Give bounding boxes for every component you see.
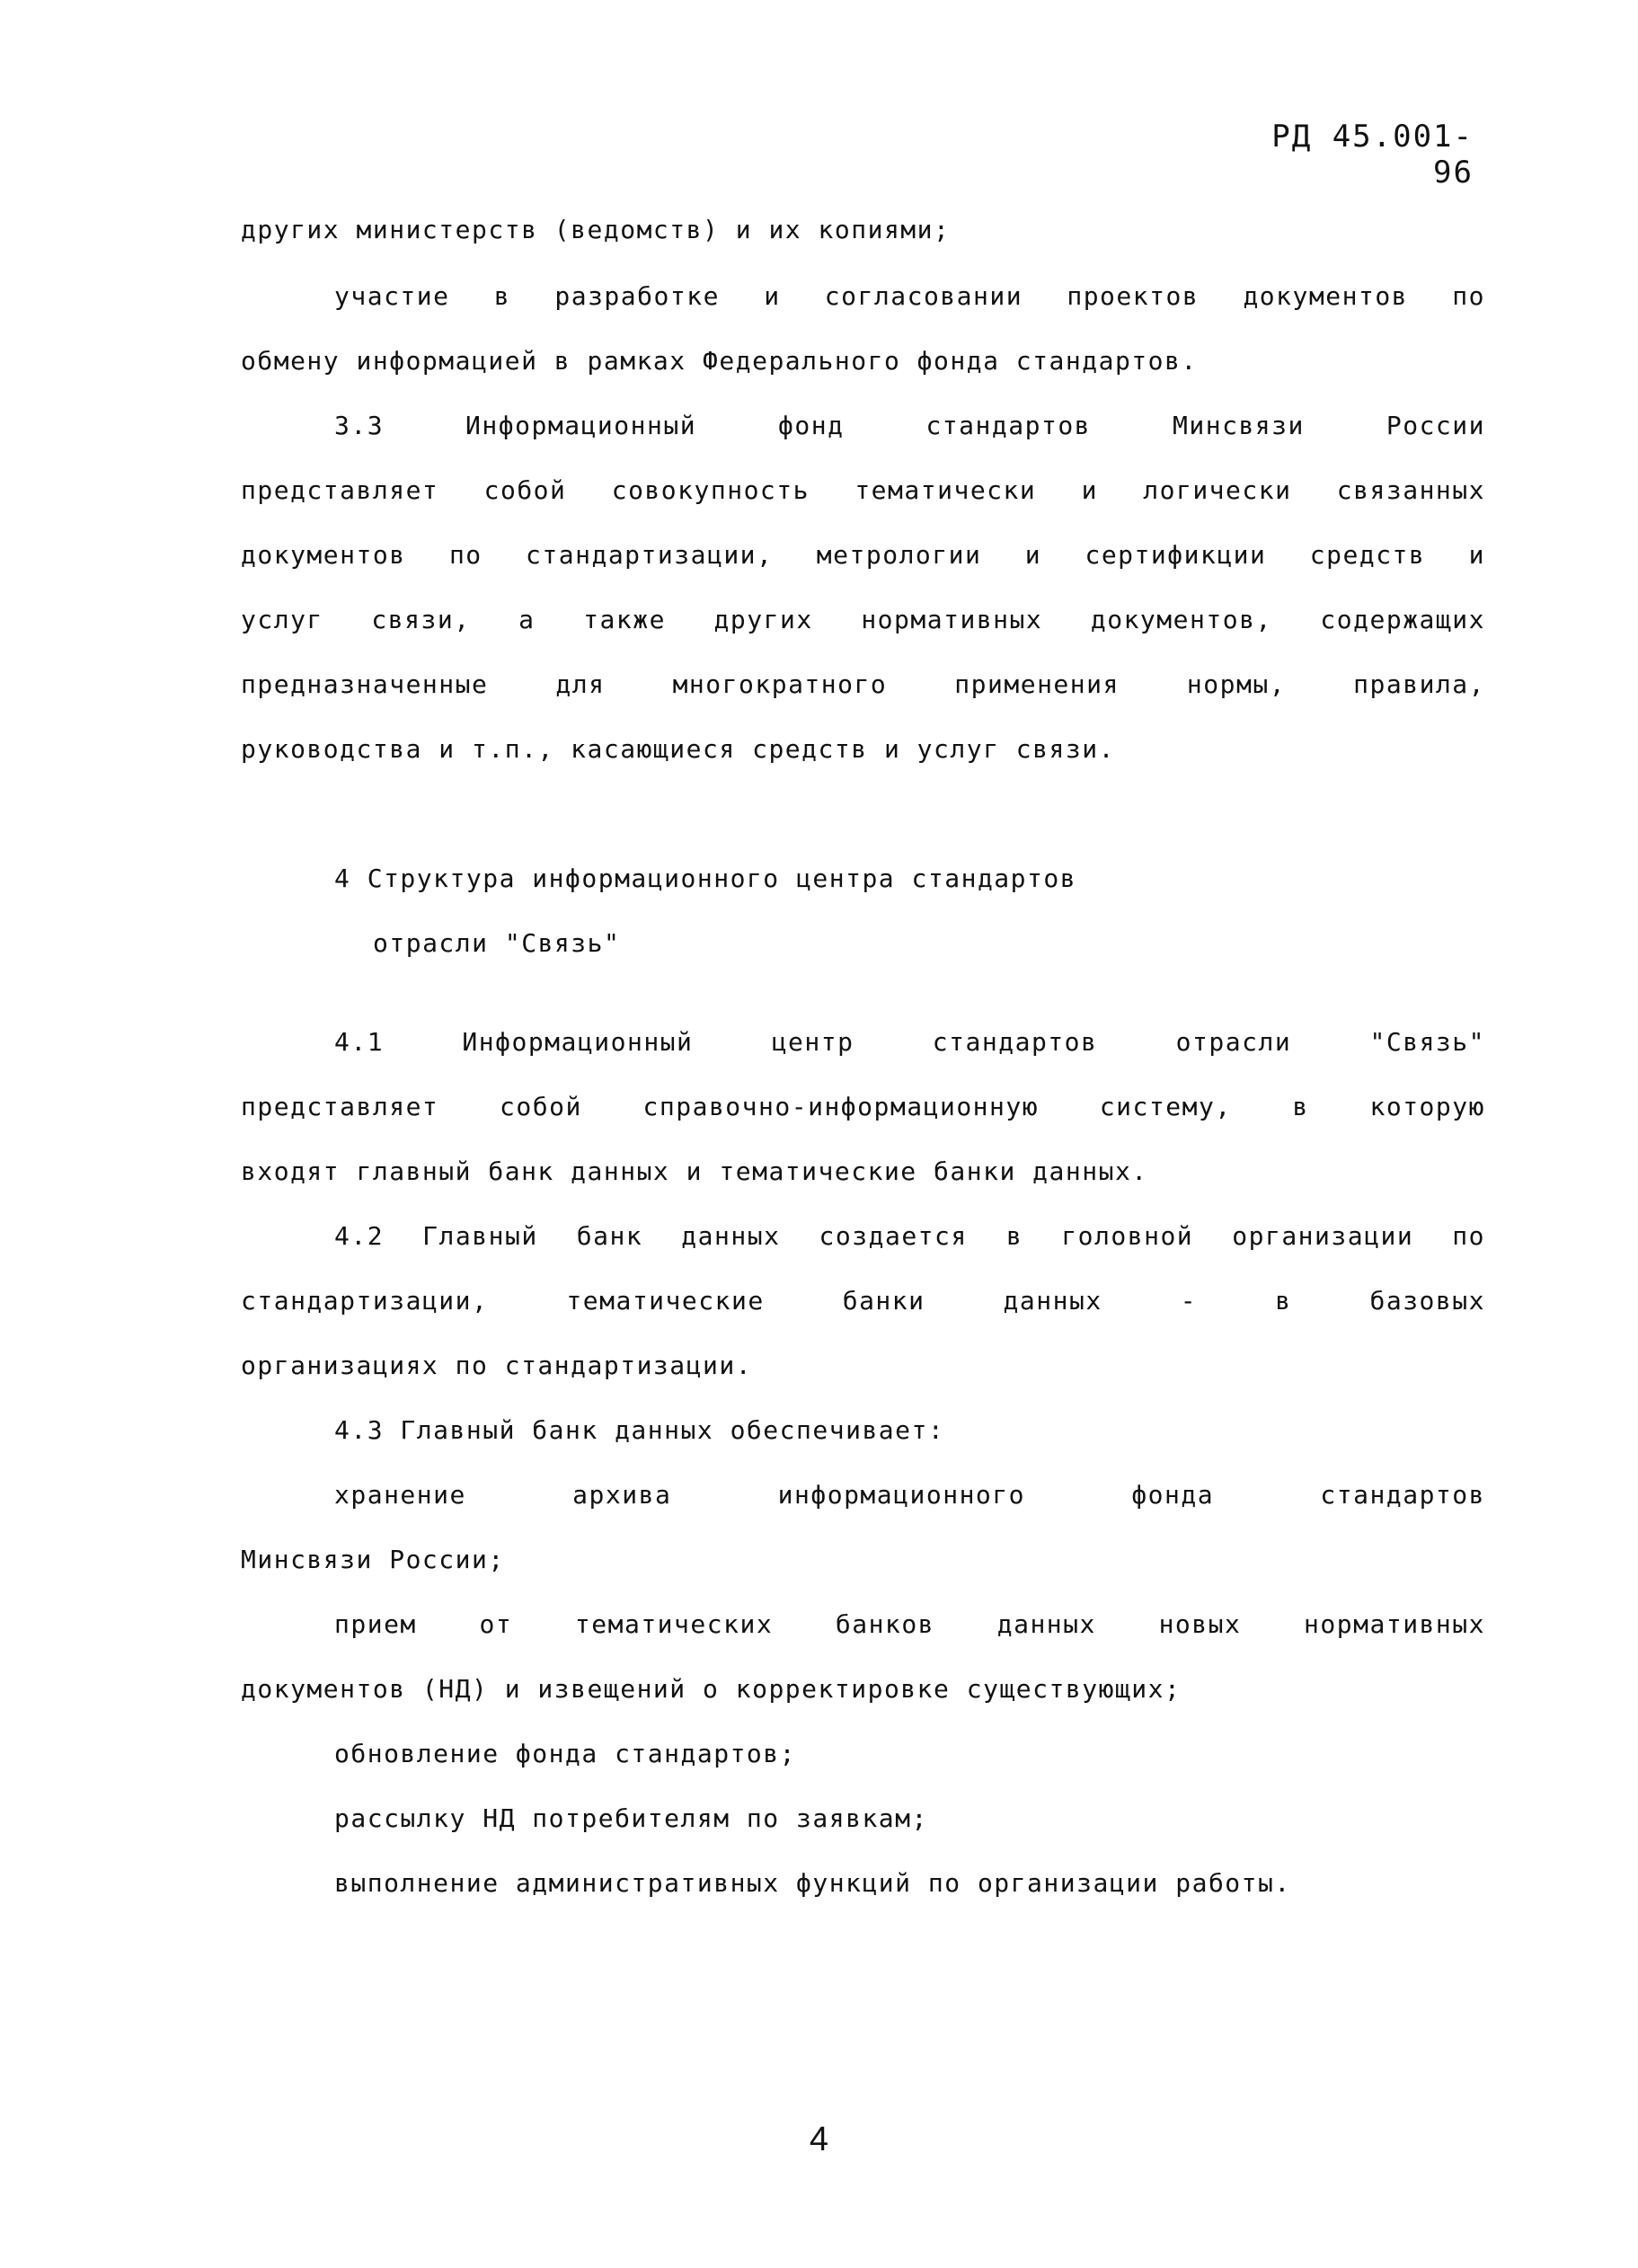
page-number: 4	[809, 2121, 829, 2158]
text-line: руководства и т.п., касающиеся средств и услуг связи.	[241, 734, 1115, 764]
list-item: рассылку НД потребителям по заявкам;	[334, 1803, 928, 1833]
section-heading: 4 Структура информационного центра стандартов	[334, 864, 1077, 893]
text-line: 4.1 Информационный центр стандартов отрасли "Связь"	[334, 1027, 1485, 1057]
list-item: хранение архива информационного фонда стандартов	[334, 1480, 1485, 1510]
text-line: обмену информацией в рамках Федерального фонда стандартов.	[241, 346, 1198, 376]
text-line: документов по стандартизации, метрологии и сертификции средств и	[241, 540, 1485, 570]
list-item: прием от тематических банков данных новых нормативных	[334, 1609, 1485, 1639]
text-line: услуг связи, а также других нормативных документов, содержащих	[241, 605, 1485, 634]
text-line: 4.3 Главный банк данных обеспечивает:	[334, 1415, 945, 1445]
text-line: участие в разработке и согласовании проектов документов по	[334, 281, 1485, 311]
text-line: представляет собой совокупность тематически и логически связанных	[241, 475, 1485, 505]
text-line: стандартизации, тематические банки данных - в базовых	[241, 1286, 1485, 1316]
list-item: выполнение административных функций по организации работы.	[334, 1868, 1291, 1898]
section-heading-continued: отрасли "Связь"	[373, 928, 621, 958]
text-line: 4.2 Главный банк данных создается в головной организации по	[334, 1221, 1485, 1251]
list-item: обновление фонда стандартов;	[334, 1739, 797, 1768]
text-line: предназначенные для многократного применения нормы, правила,	[241, 669, 1485, 699]
text-line: представляет собой справочно-информационную систему, в которую	[241, 1092, 1485, 1121]
text-line: других министерств (ведомств) и их копиями;	[241, 215, 951, 244]
list-item-continued: Минсвязи России;	[241, 1545, 505, 1574]
text-line: входят главный банк данных и тематические банки данных.	[241, 1156, 1148, 1186]
list-item-continued: документов (НД) и извещений о корректировке существующих;	[241, 1674, 1182, 1704]
document-code: РД 45.001-96	[1271, 119, 1474, 190]
text-line: 3.3 Информационный фонд стандартов Минсвязи России	[334, 411, 1485, 440]
text-line: организациях по стандартизации.	[241, 1351, 753, 1380]
